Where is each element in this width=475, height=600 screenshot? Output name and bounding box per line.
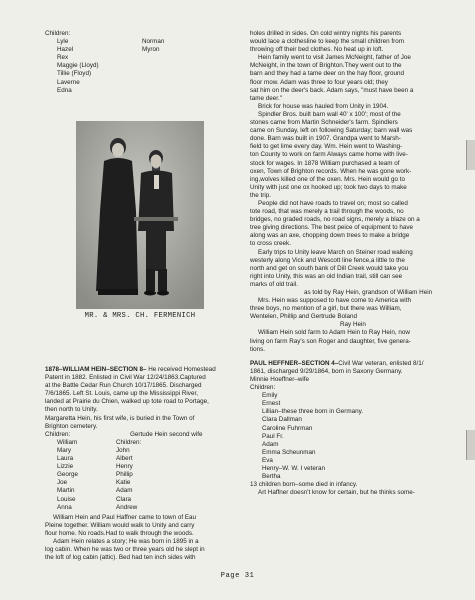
text-line: tame deer.": [250, 94, 282, 102]
child-name: Adam: [262, 440, 279, 448]
child-name: Lyle: [57, 38, 69, 46]
child-name: Lizzie: [57, 463, 74, 471]
child-name: William: [57, 438, 78, 446]
child-name: John: [116, 446, 130, 454]
children-header-left: Children:: [45, 430, 71, 438]
text-line: three boys, no mention of a girl, but there was William,: [250, 305, 402, 313]
right-paragraph-3: [250, 329, 455, 353]
child-row: [57, 496, 240, 504]
haffner-line: Children:: [250, 384, 276, 392]
section-line: Brighton cemetery.: [45, 422, 98, 430]
child-name: Louise: [57, 495, 76, 503]
text-line: Spindler Bros. built barn wall 40' x 100'; most of the: [258, 110, 401, 118]
child-name: Emily: [262, 392, 278, 400]
child-row: [57, 447, 240, 455]
child-name: Laverne: [57, 78, 80, 86]
child-name: Tillie (Floyd): [57, 70, 92, 78]
binding-hole: [466, 430, 475, 460]
child-row: [57, 487, 240, 495]
child-name: Bertha: [262, 473, 281, 481]
children-list: [45, 38, 240, 95]
text-line: McNeight, in the town of Brighton.They went out to the: [250, 62, 402, 70]
child-row: [57, 46, 240, 54]
text-line: Brick for house was hauled from Unity in 1904.: [258, 102, 389, 110]
haffner-line: 1861, discharged 9/29/1864, born in Saxony Germany.: [250, 367, 403, 375]
child-row: [57, 455, 240, 463]
section-line: then north to Unity.: [45, 406, 98, 414]
child-name: Lillian–these three born in Germany.: [262, 408, 364, 416]
text-line: came on Sunday, left on following Saturday; barn wall was: [250, 127, 413, 135]
right-column: [250, 30, 455, 497]
child-name: Edna: [57, 86, 72, 94]
haffner-line: Civil War veteran, enlisted 8/1/: [338, 359, 424, 367]
child-name: Rex: [57, 54, 69, 62]
text-line: holes drilled in sides. On cold wintry nights his parents: [250, 30, 402, 37]
haffner-line: Minnie Hoeffner–wife: [250, 375, 310, 383]
text-line: tote road, that was merely a trail through the woods, no: [250, 208, 404, 216]
child-name: Adam: [116, 487, 133, 495]
text-line: stones came from Martin Schneider's farm. Spindlers: [250, 119, 398, 127]
text-line: People did not have roads to travel on; most so called: [258, 199, 408, 207]
text-line: living on farm Ray's son Roger and daughter, five genera-: [250, 337, 411, 345]
child-name: Myron: [142, 46, 160, 54]
text-line: William Hein sold farm to Adam Hein to Ray Hein, now: [258, 329, 410, 337]
child-name: Martin: [57, 487, 75, 495]
text-line: floor mow. Adam was three to four years old; they: [250, 78, 388, 86]
child-name: Paul Fr.: [262, 432, 284, 440]
text-line: marks of old trail.: [250, 280, 298, 288]
section-line: at the Battle Cedar Run Church 10/17/1865. Discharged: [45, 382, 202, 390]
left-column: [45, 30, 240, 95]
child-name: Albert: [116, 455, 133, 463]
child-row: [57, 54, 240, 62]
child-name: Katie: [116, 479, 131, 487]
told-by-line: as told by Ray Hein, grandson of William Hein: [304, 289, 433, 296]
text-line: Hein family went to visit James McNeight, father of Joe: [258, 54, 411, 62]
section-line: log cabin. When he was two or three years old he slept in: [45, 546, 205, 554]
text-line: westerly along Vick and Wescott line fence,a little to the: [250, 256, 405, 264]
child-name: Clara: [116, 495, 132, 503]
text-line: the trip.: [250, 191, 271, 199]
text-line: tions.: [250, 345, 266, 353]
family-photo: [76, 121, 204, 319]
text-line: Wentelen, Phillip and Gertrude Boland: [250, 313, 357, 321]
section-line: Margaretta Hein, his first wife, is buried in the Town of: [45, 414, 195, 422]
child-row: [57, 87, 240, 95]
children-header-right: Gertude Hein second wife: [130, 430, 203, 438]
child-name: Hazel: [57, 46, 74, 54]
section-line: Patent in 1882. Enlisted in Civil War 12/24/1863.Captured: [45, 374, 206, 382]
text-line: ton County to work on farm Always came home with live-: [250, 151, 408, 159]
text-line: Unity with just one ox hooked up; took two days to make: [250, 183, 407, 191]
haffner-children-list: [250, 392, 455, 481]
final-line: Art Haffner doesn't know for certain, but he thinks some-: [258, 489, 415, 497]
text-line: stock for wages. In 1878 William purchased a team of: [250, 159, 400, 167]
section-line: Adam Hein relates a story; He was born in 1895 in a: [53, 537, 199, 545]
photo-caption: MR. & MRS. CH. FERMENICH: [84, 312, 196, 320]
text-line: bridges, no graded roads, no road signs, merely a blaze on a: [250, 216, 420, 224]
page-number: Page 31: [220, 572, 255, 580]
text-line: sat him on the deer's back. Adam says, "must have been a: [250, 86, 414, 94]
binding-hole: [466, 140, 475, 170]
text-line: Mrs. Hein was supposed to have come to America with: [258, 297, 411, 305]
child-name: Norman: [142, 38, 165, 46]
final-line: 13 children born–some died in infancy.: [250, 481, 358, 489]
child-name: Joe: [57, 479, 68, 487]
child-row: [57, 38, 240, 46]
child-name: Emma Scheunman: [262, 448, 316, 456]
child-name: Anna: [57, 503, 72, 511]
child-name: Caroline Fuhrman: [262, 424, 313, 432]
child-row: [57, 62, 240, 70]
text-line: right into Unity, this was an old Indian trail, still can see: [250, 272, 403, 280]
child-name: Children:: [116, 438, 142, 446]
section-line: the loft of log cabin (attic). Bed had ten inch sides with: [45, 554, 196, 562]
child-row: [57, 439, 240, 447]
haffner-section-label: PAUL HEFFNER–SECTION 4–: [250, 359, 339, 367]
section-label: 1878–WILLIAM HEIN–SECTION 8–: [45, 366, 147, 373]
child-row: [57, 79, 240, 87]
section-line: William Hein and Paul Haffner came to town of Eau: [53, 513, 197, 521]
section-line: landed at Prairie du Chien, walked up tote road to Portage,: [45, 398, 209, 406]
text-line: oxen, Town of Brighton records. When he was gone work-: [250, 167, 412, 175]
child-name: Andrew: [116, 503, 138, 511]
right-paragraph-2: [250, 297, 455, 321]
william-hein-section: [45, 366, 240, 562]
children-heading: Children:: [45, 30, 71, 37]
text-line: throwing off their bed clothes. No heat up in loft.: [250, 46, 384, 54]
section-line: 7/6/1865. Left St. Louis, came up the Mississippi River,: [45, 390, 198, 398]
text-line: north and get on south bank of Dill Creek would take you: [250, 264, 409, 272]
section-line: Pleine together. William would walk to Unity and carry: [45, 521, 195, 529]
section-line: flour home. No roads.Had to walk through the woods.: [45, 529, 194, 537]
child-row: [57, 463, 240, 471]
hein-children-list: [45, 439, 240, 512]
child-name: George: [57, 471, 79, 479]
child-row: [57, 471, 240, 479]
text-line: would lace a clothesline to keep the small children from: [250, 38, 405, 46]
text-line: tree giving directions. The best peice of equipment to have: [250, 224, 414, 232]
text-line: field to get lime every day. Wm. Hein went to Washing-: [250, 143, 403, 151]
text-line: barn and they had a tame deer on the hay floor, ground: [250, 70, 405, 78]
child-name: Ernest: [262, 400, 281, 408]
right-paragraphs: [250, 30, 455, 289]
text-line: ing,wolves killed one of the oxen. Mrs. Hein would go to: [250, 175, 406, 183]
child-name: Henry: [116, 463, 133, 471]
text-line: Early trips to Unity leave March on Steiner road walking: [258, 248, 413, 256]
text-line: done. Barn was built in 1907. Grandpa went to Marsh-: [250, 135, 401, 143]
section-line: He received Homestead: [146, 366, 216, 373]
child-name: Phillip: [116, 471, 133, 479]
child-name: Maggie (Lloyd): [57, 62, 99, 70]
child-name: Eva: [262, 456, 273, 464]
photo-image: [76, 121, 204, 309]
child-row: [57, 70, 240, 78]
child-name: Laura: [57, 455, 74, 463]
child-name: Mary: [57, 446, 71, 454]
text-line: along was an axe, chopping down trees to make a bridge: [250, 232, 410, 240]
child-name: Clara Dallman: [262, 416, 302, 424]
text-line: to cross creek.: [250, 240, 291, 248]
child-row: [57, 504, 240, 512]
child-name: Henry–W. W. I veteran: [262, 464, 325, 472]
child-row: [57, 479, 240, 487]
signature: Ray Hein: [340, 321, 366, 329]
